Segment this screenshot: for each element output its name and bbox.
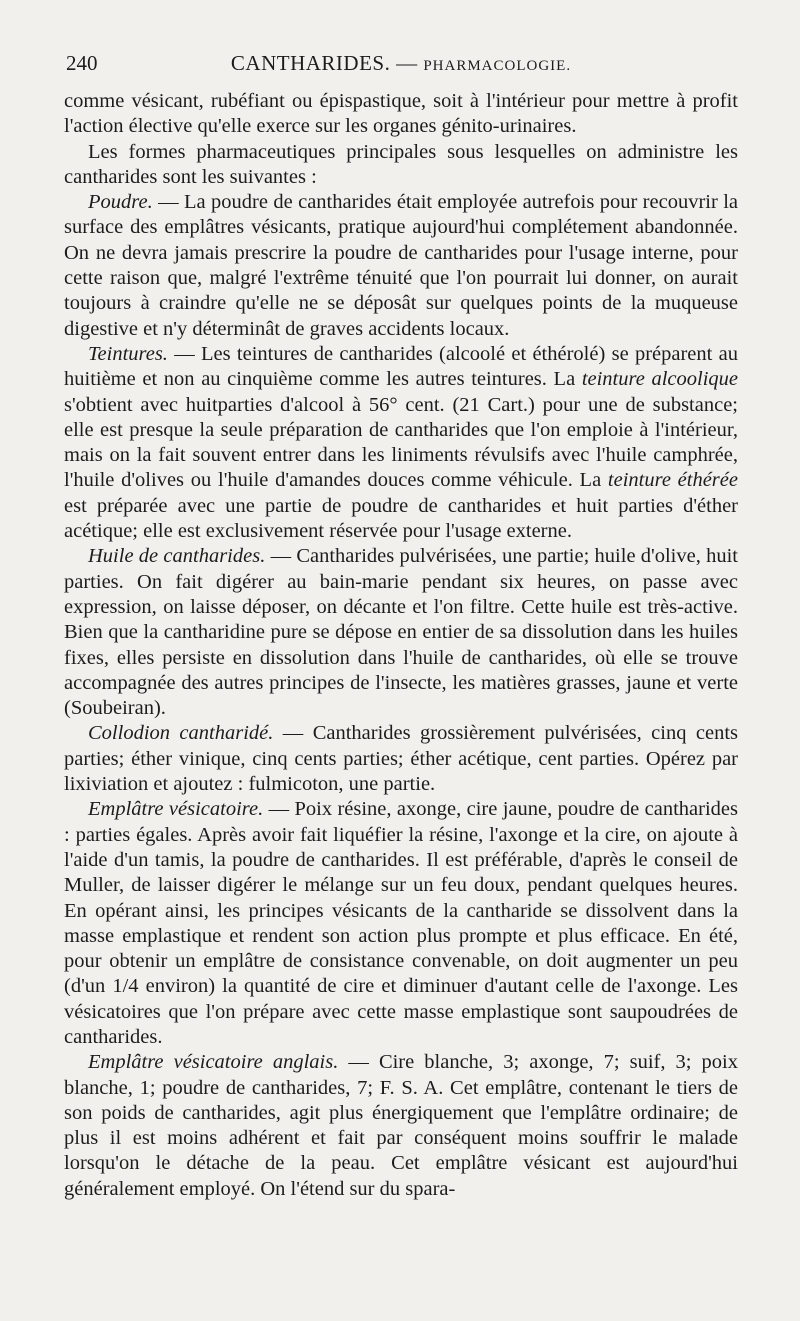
paragraph-text: — La poudre de cantharides était employée autrefois pour recouvrir la surface des emplâtres vésicants, pratique aujourd'hui complétement abandonnée. On ne devra jamais prescrire la poudre de cantharides pour l'usage interne, pour cette raison que, malgré l'extrême ténuité que l'on pourrait lui donner, on aurait toujours à craindre qu'elle ne se déposât sur quelques points de la muqueuse digestive et n'y déterminât de graves accidents locaux. [64,191,738,340]
header-subtitle: PHARMACOLOGIE. [423,58,572,74]
paragraph-text: — Poix résine, axonge, cire jaune, poudre de cantharides : parties égales. Après avoir fait liquéfier la résine, l'axonge et la cire, on ajoute à l'aide d'un tamis, la poudre de cantharides. Il est préférable, d'après le conseil de Muller, de laisser digérer le mélange sur un feu doux, pendant quelques heures. En opérant ainsi, les principes vésicants de la cantharide se dissolvent dans la masse emplastique et rendent son action plus prompte et plus efficace. En été, pour obtenir un emplâtre de consistance convenable, on doit augmenter un peu (d'un 1/4 environ) la quantité de cire et diminuer d'autant celle de l'axonge. Les vésicatoires que l'on prépare avec cette masse emplastique sont saupoudrées de cantharides. [64,798,738,1048]
section-heading: Emplâtre vésicatoire. [88,798,264,821]
paragraph-emplatre [64,797,738,1050]
paragraph-text: — Cantharides grossièrement pulvérisées, cinq cents parties; éther vinique, cinq cents parties; éther acétique, cent parties. Opérez par lixiviation et ajoutez : fulmicoton, une partie. [64,722,739,796]
section-heading: Huile de cantharides. [88,545,266,568]
paragraph-collodion [64,721,738,797]
page-number: 240 [66,51,98,75]
paragraph-text: comme vésicant, rubéfiant ou épispastique, soit à l'intérieur pour mettre à profit l'action élective qu'elle exerce sur les organes génito-urinaires. [64,90,738,138]
paragraph-intro [64,140,738,191]
paragraph-emplatre-anglais [64,1050,738,1202]
paragraph-continued [64,89,738,140]
italic-term: teinture éthérée [607,469,738,492]
header-dash: — [396,51,418,75]
italic-term: teinture alcoolique [581,368,738,391]
running-title [108,50,738,79]
paragraph-text: — Cire blanche, 3; axonge, 7; suif, 3; poix blanche, 1; poudre de cantharides, 7; F. S. A. Cet emplâtre, contenant le tiers de son poids de cantharides, agit plus énergiquement que l'emplâtre ordinaire; de plus il est moins adhérent et fait par conséquent moins souffrir le malade lorsqu'on le détache de la peau. Cet emplâtre vésicant est aujourd'hui généralement employé. On l'étend sur du spara- [64,1051,738,1200]
section-heading: Teintures. [88,342,168,365]
paragraph-teintures [64,342,738,544]
paragraph-text: — Les teintures de cantharides (alcoolé et éthérolé) se préparent au huitième et non au cinquième comme les autres teintures. La [64,342,738,391]
body-text [64,89,738,1202]
header-title: CANTHARIDES. [230,51,391,75]
paragraph-text: — Cantharides pulvérisées, une partie; huile d'olive, huit parties. On fait digérer au bain-marie pendant six heures, on passe avec expression, on laisse déposer, on décante et l'on filtre. Cette huile est très-active. Bien que la cantharidine pure se dépose en entier de sa dissolution dans les huiles fixes, elles persiste en dissolution dans l'huile de cantharides, où elle se trouve accompagnée des autres principes de l'insecte, les matières grasses, jaune et verte (Soubeiran). [64,545,738,720]
running-header [64,50,738,79]
section-heading: Emplâtre vésicatoire anglais. [88,1051,339,1074]
paragraph-poudre [64,190,738,342]
paragraph-text: s'obtient avec huitparties d'alcool à 56° cent. (21 Cart.) pour une de substance; elle est presque la seule préparation de cantharides que l'on emploie à l'intérieur, mais on la fait souvent entrer dans les liniments révulsifs avec l'huile camphrée, l'huile d'olives ou l'huile d'amandes douces comme véhicule. La [64,393,738,492]
section-heading: Poudre. [88,191,153,214]
paragraph-text: est préparée avec une partie de poudre de cantharides et huit parties d'éther acétique; elle est exclusivement réservée pour l'usage externe. [64,494,738,543]
section-heading: Collodion cantharidé. [88,722,274,745]
paragraph-text: Les formes pharmaceutiques principales sous lesquelles on administre les cantharides sont les suivantes : [64,140,738,188]
paragraph-huile [64,544,738,721]
